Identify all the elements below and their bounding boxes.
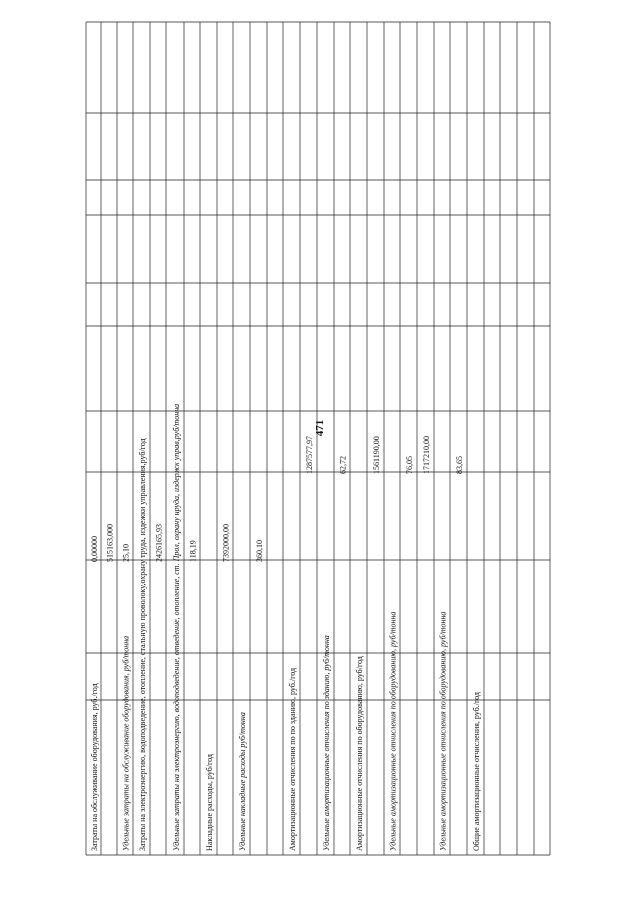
row-value-2: 25,10: [121, 544, 131, 562]
row-value-4: 2426165,93: [154, 524, 164, 562]
row-label-21: Удельные амортизационные отчисления по оборудованию, руб/тонна: [438, 611, 448, 851]
row-value-20: 1717210,00: [422, 436, 432, 474]
row-label-5: Удельные затраты на электроэнергию, водоподведение, отведение, отопление, ст. Прол, охрану нруда, издержк управ,руб/тонна: [171, 403, 181, 851]
row-label-16: Амортизационные отчисления по оборудованию, руб/год: [355, 656, 365, 851]
row-value-13: 1287577,97: [305, 436, 315, 474]
row-value-19: 76,05: [405, 456, 415, 474]
row-value-6: 118,19: [188, 540, 198, 562]
row-label-3: Затраты на электроэнергию, водоподведение, отопление, стальную проволоку,охрану труда, издежки управления,руб/год: [138, 438, 148, 851]
row-label-12: Амортизационные отчисления по по зданию, руб./год: [288, 667, 298, 851]
row-value-15: 62,72: [338, 456, 348, 474]
row-label-9: Удельные накладные расходы руб/тонна: [238, 712, 248, 851]
row-value-22: 83,65: [455, 456, 465, 474]
table-labels: [90, 404, 481, 851]
page-number: 471: [314, 419, 326, 437]
row-value-0: 0,00000: [89, 536, 99, 562]
row-value-8: 7392000,00: [221, 524, 231, 562]
row-label-18: Удельные амортизационные отчисления по оборудованию, руб/тонна: [388, 611, 398, 851]
row-value-17: 1561190,00: [372, 436, 382, 474]
row-value-1: 515163,000: [105, 524, 115, 562]
row-label-14: Удельные амортизационные отчисления по зданию, руб/тонна: [322, 635, 332, 851]
row-label-2: Удельные затраты на обслуживание оборудования, руб/тонна: [121, 635, 131, 851]
row-label-23: Общие амортизационные отчисления, руб./год: [472, 692, 482, 851]
row-label-7: Накладные расходы, руб/год: [205, 754, 215, 851]
row-label-0: Затраты на обслуживание оборудования, руб./год: [89, 683, 99, 851]
row-value-10: 360,10: [255, 540, 265, 562]
